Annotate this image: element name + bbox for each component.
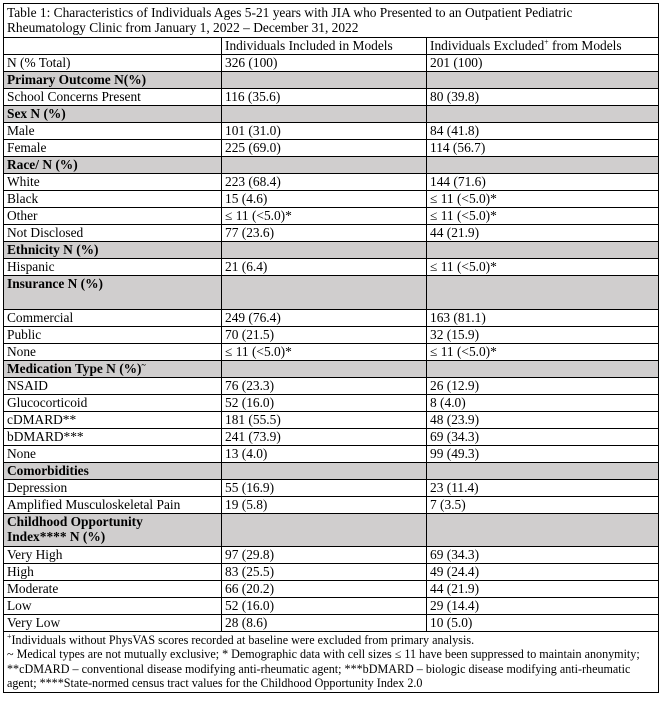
row-label: Not Disclosed (4, 225, 222, 242)
section-header-empty-excluded (427, 242, 659, 259)
table-row (4, 327, 659, 344)
section-header-coi (4, 514, 222, 547)
included-value: 97 (29.8) (222, 547, 427, 564)
row-label: Amplified Musculoskeletal Pain (4, 497, 222, 514)
table-row (4, 429, 659, 446)
included-value: ≤ 11 (<5.0)* (222, 344, 427, 361)
row-label: Hispanic (4, 259, 222, 276)
table-row (4, 208, 659, 225)
excluded-value: 80 (39.8) (427, 89, 659, 106)
row-label: Low (4, 598, 222, 615)
included-value: 241 (73.9) (222, 429, 427, 446)
table-row (4, 581, 659, 598)
included-value: 21 (6.4) (222, 259, 427, 276)
footnote-1-marker: + (7, 631, 12, 641)
total-row (4, 55, 659, 72)
table-footnotes (4, 632, 659, 693)
row-label: School Concerns Present (4, 89, 222, 106)
table-row (4, 174, 659, 191)
table-row (4, 497, 659, 514)
column-header-excluded (427, 38, 659, 55)
table-row (4, 378, 659, 395)
included-value: 77 (23.6) (222, 225, 427, 242)
section-header-text-primary: Primary Outcome N(%) (7, 72, 147, 87)
column-header-excluded-text: Individuals Excluded (430, 38, 545, 53)
table-row (4, 547, 659, 564)
section-header-row-comorbidities (4, 463, 659, 480)
table-row (4, 564, 659, 581)
included-value: ≤ 11 (<5.0)* (222, 208, 427, 225)
section-header-coi-line1: Childhood Opportunity (7, 514, 143, 529)
included-value: 55 (16.9) (222, 480, 427, 497)
section-header-insurance (4, 276, 222, 310)
section-header-empty-included (222, 72, 427, 89)
row-label: Other (4, 208, 222, 225)
excluded-value: 48 (23.9) (427, 412, 659, 429)
table-row (4, 140, 659, 157)
header-blank-cell (4, 38, 222, 55)
row-label: Moderate (4, 581, 222, 598)
section-header-empty-excluded (427, 514, 659, 547)
included-value: 101 (31.0) (222, 123, 427, 140)
excluded-value: 44 (21.9) (427, 225, 659, 242)
table-row (4, 395, 659, 412)
table-row (4, 598, 659, 615)
included-value: 66 (20.2) (222, 581, 427, 598)
section-header-ethnicity (4, 242, 222, 259)
excluded-value: 69 (34.3) (427, 429, 659, 446)
table-row (4, 191, 659, 208)
section-header-empty-included (222, 361, 427, 378)
section-header-sex (4, 106, 222, 123)
row-label: Commercial (4, 310, 222, 327)
table-title-line1: Table 1: Characteristics of Individuals Ages 5-21 years with JIA who Presented to an Outpatient Pediatric (7, 5, 573, 20)
table-row (4, 123, 659, 140)
excluded-value: 84 (41.8) (427, 123, 659, 140)
total-included: 326 (100) (222, 55, 427, 72)
section-header-row-race (4, 157, 659, 174)
section-header-text-sex: Sex N (%) (7, 106, 66, 121)
excluded-value: 10 (5.0) (427, 615, 659, 632)
included-value: 225 (69.0) (222, 140, 427, 157)
section-header-empty-excluded (427, 106, 659, 123)
total-label: N (% Total) (4, 55, 222, 72)
included-value: 116 (35.6) (222, 89, 427, 106)
excluded-value: 23 (11.4) (427, 480, 659, 497)
section-header-empty-excluded (427, 361, 659, 378)
table-row (4, 446, 659, 463)
section-header-empty-included (222, 106, 427, 123)
section-header-text-medication: Medication Type N (%) (7, 361, 142, 376)
section-header-marker-medication: ~ (141, 360, 146, 370)
excluded-value: 114 (56.7) (427, 140, 659, 157)
table-title-line2: Rheumatology Clinic from January 1, 2022 – December 31, 2022 (7, 20, 359, 35)
section-header-text-comorbidities: Comorbidities (7, 463, 89, 478)
included-value: 52 (16.0) (222, 598, 427, 615)
section-header-row-medication (4, 361, 659, 378)
excluded-value: ≤ 11 (<5.0)* (427, 191, 659, 208)
row-label: White (4, 174, 222, 191)
column-header-row (4, 38, 659, 55)
table-title (4, 4, 659, 38)
excluded-value: 7 (3.5) (427, 497, 659, 514)
excluded-value: 69 (34.3) (427, 547, 659, 564)
section-header-empty-excluded (427, 276, 659, 310)
section-header-row-sex (4, 106, 659, 123)
excluded-value: 8 (4.0) (427, 395, 659, 412)
section-header-row-primary (4, 72, 659, 89)
table-row (4, 615, 659, 632)
included-value: 223 (68.4) (222, 174, 427, 191)
excluded-value: 163 (81.1) (427, 310, 659, 327)
section-header-row-insurance (4, 276, 659, 310)
row-label: None (4, 344, 222, 361)
section-header-empty-included (222, 514, 427, 547)
row-label: Male (4, 123, 222, 140)
section-header-empty-excluded (427, 157, 659, 174)
column-header-included: Individuals Included in Models (222, 38, 427, 55)
column-header-excluded-tail: from Models (548, 38, 622, 53)
included-value: 52 (16.0) (222, 395, 427, 412)
excluded-value: 26 (12.9) (427, 378, 659, 395)
included-value: 70 (21.5) (222, 327, 427, 344)
excluded-value: 49 (24.4) (427, 564, 659, 581)
table-row (4, 259, 659, 276)
table-row (4, 225, 659, 242)
section-header-empty-included (222, 157, 427, 174)
row-label: Black (4, 191, 222, 208)
excluded-value: 99 (49.3) (427, 446, 659, 463)
section-header-empty-included (222, 242, 427, 259)
included-value: 181 (55.5) (222, 412, 427, 429)
excluded-value: ≤ 11 (<5.0)* (427, 259, 659, 276)
row-label: Very Low (4, 615, 222, 632)
excluded-marker: + (544, 37, 549, 47)
section-header-race (4, 157, 222, 174)
excluded-value: 44 (21.9) (427, 581, 659, 598)
section-header-row-ethnicity (4, 242, 659, 259)
section-header-text-race: Race/ N (%) (7, 157, 78, 172)
excluded-value: ≤ 11 (<5.0)* (427, 208, 659, 225)
section-header-empty-included (222, 463, 427, 480)
table-row (4, 310, 659, 327)
section-header-empty-included (222, 276, 427, 310)
excluded-value: ≤ 11 (<5.0)* (427, 344, 659, 361)
section-header-comorbidities (4, 463, 222, 480)
row-label: Glucocorticoid (4, 395, 222, 412)
row-label: bDMARD*** (4, 429, 222, 446)
table-row (4, 344, 659, 361)
included-value: 76 (23.3) (222, 378, 427, 395)
section-header-empty-excluded (427, 72, 659, 89)
section-header-medication (4, 361, 222, 378)
characteristics-table (3, 3, 659, 693)
row-label: Depression (4, 480, 222, 497)
included-value: 83 (25.5) (222, 564, 427, 581)
included-value: 13 (4.0) (222, 446, 427, 463)
total-excluded: 201 (100) (427, 55, 659, 72)
table-row (4, 412, 659, 429)
section-header-text-insurance: Insurance N (%) (7, 276, 103, 291)
section-header-primary (4, 72, 222, 89)
row-label: Public (4, 327, 222, 344)
row-label: None (4, 446, 222, 463)
excluded-value: 32 (15.9) (427, 327, 659, 344)
included-value: 15 (4.6) (222, 191, 427, 208)
section-header-coi-line2: Index**** N (%) (7, 529, 106, 544)
row-label: Female (4, 140, 222, 157)
footnote-1 (7, 633, 655, 647)
table-row (4, 89, 659, 106)
section-header-row-coi (4, 514, 659, 547)
included-value: 28 (8.6) (222, 615, 427, 632)
row-label: Very High (4, 547, 222, 564)
row-label: NSAID (4, 378, 222, 395)
footnote-2: ~ Medical types are not mutually exclusive; * Demographic data with cell sizes ≤ 11 have been suppressed to maintain anonymity; **cDMARD – conventional disease modifying anti-rheumatic agent; ***bDMARD – biologic disease modifying anti-rheumatic agent; ****State-normed census tract values for the Childhood Opportunity Index 2.0 (7, 647, 640, 691)
included-value: 19 (5.8) (222, 497, 427, 514)
table-container (3, 3, 658, 693)
footnote-1-text: Individuals without PhysVAS scores recorded at baseline were excluded from primary analysis. (11, 633, 475, 647)
section-header-empty-excluded (427, 463, 659, 480)
excluded-value: 144 (71.6) (427, 174, 659, 191)
table-row (4, 480, 659, 497)
included-value: 249 (76.4) (222, 310, 427, 327)
excluded-value: 29 (14.4) (427, 598, 659, 615)
row-label: cDMARD** (4, 412, 222, 429)
section-header-text-ethnicity: Ethnicity N (%) (7, 242, 99, 257)
row-label: High (4, 564, 222, 581)
